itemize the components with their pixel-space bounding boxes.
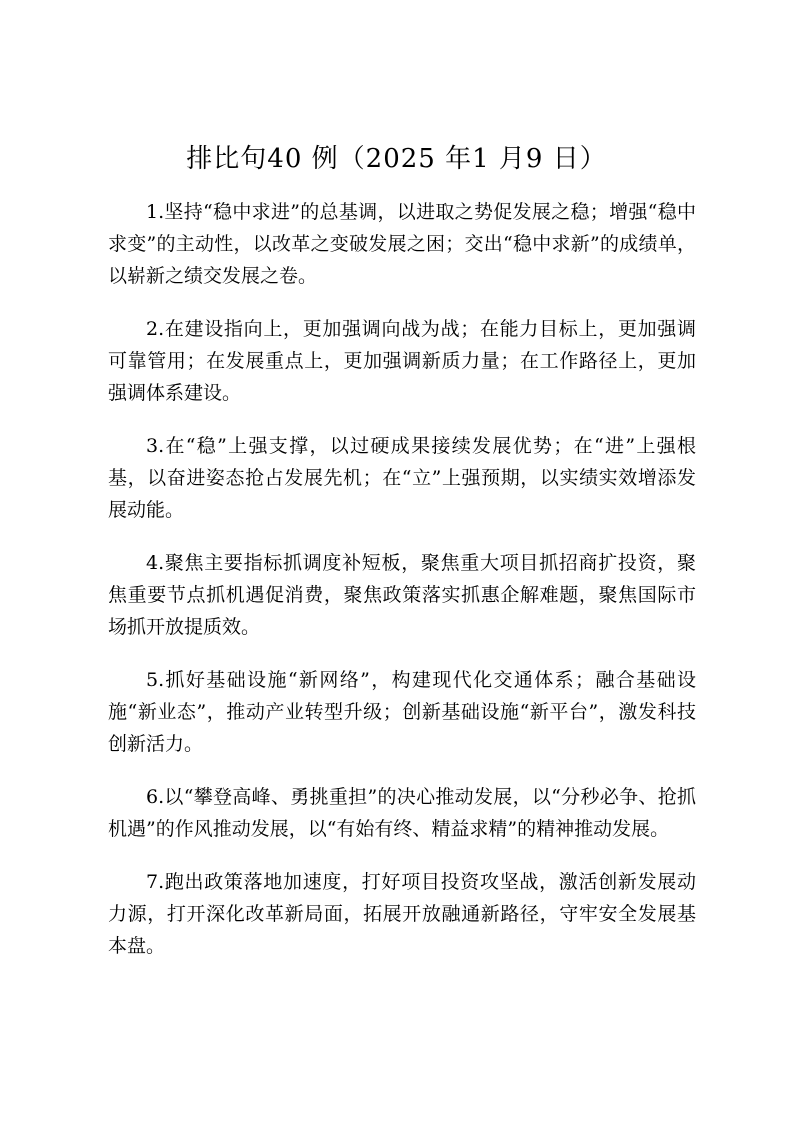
paragraph-5: 5.抓好基础设施“新网络”，构建现代化交通体系；融合基础设施“新业态”，推动产业转型升级；创新基础设施“新平台”，激发科技创新活力。 [108, 669, 696, 755]
paragraph-4: 4.聚焦主要指标抓调度补短板，聚焦重大项目抓招商扩投资，聚焦重要节点抓机遇促消费，聚焦政策落实抓惠企解难题，聚焦国际市场抓开放提质效。 [108, 552, 696, 638]
paragraph-3: 3.在“稳”上强支撑，以过硬成果接续发展优势；在“进”上强根基，以奋进姿态抢占发展先机；在“立”上强预期，以实绩实效增添发展动能。 [108, 435, 696, 521]
paragraph-6: 6.以“攀登高峰、勇挑重担”的决心推动发展，以“分秒必争、抢抓机遇”的作风推动发展，以“有始有终、精益求精”的精神推动发展。 [108, 786, 696, 840]
document-body [108, 196, 696, 983]
paragraph-7: 7.跑出政策落地加速度，打好项目投资攻坚战，激活创新发展动力源，打开深化改革新局面，拓展开放融通新路径，守牢安全发展基本盘。 [108, 871, 696, 957]
document-title: 排比句40 例（2025 年1 月9 日） [186, 144, 607, 174]
paragraph-1: 1.坚持“稳中求进”的总基调，以进取之势促发展之稳；增强“稳中求变”的主动性，以改革之变破发展之困；交出“稳中求新”的成绩单，以崭新之绩交发展之卷。 [108, 201, 696, 287]
paragraph-2: 2.在建设指向上，更加强调向战为战；在能力目标上，更加强调可靠管用；在发展重点上，更加强调新质力量；在工作路径上，更加强调体系建设。 [108, 318, 696, 404]
